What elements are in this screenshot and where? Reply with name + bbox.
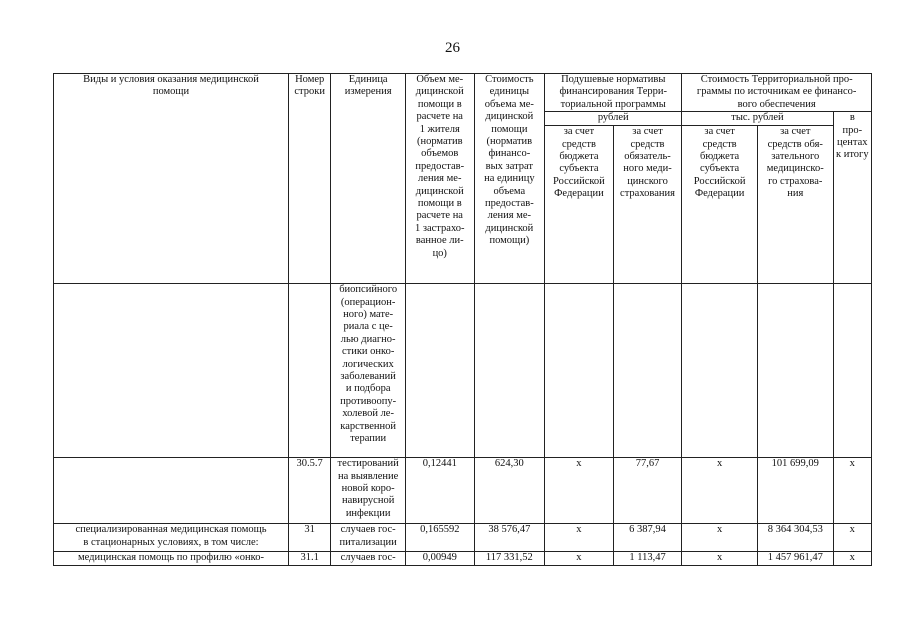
- cell-row-number: 31.1: [288, 552, 330, 566]
- header-rub: рублей: [545, 112, 682, 126]
- cell-kind: [54, 284, 289, 458]
- header-row-1: [54, 74, 872, 112]
- header-cost-group: Стоимость Территориальной про- граммы по источникам ее финансо- вого обеспечения: [682, 74, 872, 112]
- cell-cost-budget: [682, 284, 758, 458]
- cell-cost: 38 576,47: [474, 524, 545, 552]
- cell-percent: x: [833, 458, 871, 524]
- table-row: [54, 552, 872, 566]
- cell-row-number: 30.5.7: [288, 458, 330, 524]
- cell-percent: x: [833, 552, 871, 566]
- cell-percapita-oms: 1 113,47: [613, 552, 682, 566]
- financing-table: [53, 73, 872, 566]
- cell-percapita-budget: [545, 284, 614, 458]
- cell-cost: 117 331,52: [474, 552, 545, 566]
- cell-unit: случаев гос-: [331, 552, 406, 566]
- table-row: [54, 458, 872, 524]
- header-unit: Единица измерения: [331, 74, 406, 284]
- header-cost-oms: за счет средств обя- зательного медицинско- го страхова- ния: [757, 126, 833, 284]
- table-row: [54, 524, 872, 552]
- cell-volume: 0,00949: [405, 552, 474, 566]
- cell-row-number: [288, 284, 330, 458]
- header-volume: Объем ме- дицинской помощи в расчете на 1 жителя (норматив объемов предостав- ления ме- дицинской помощи в расчете на 1 застрахо- ванное ли- цо): [405, 74, 474, 284]
- cell-percapita-oms: 77,67: [613, 458, 682, 524]
- cell-percapita-budget: x: [545, 552, 614, 566]
- cell-kind: специализированная медицинская помощь в стационарных условиях, в том числе:: [54, 524, 289, 552]
- cell-volume: 0,165592: [405, 524, 474, 552]
- cell-unit: тестирований на выявление новой коро- навирусной инфекции: [331, 458, 406, 524]
- header-row-number: Номер строки: [288, 74, 330, 284]
- header-percent: в про- центах к итогу: [833, 112, 871, 284]
- header-percapita-oms: за счет средств обязатель- ного меди- цинского страхования: [613, 126, 682, 284]
- table-row: [54, 284, 872, 458]
- page-number: 26: [445, 40, 460, 56]
- header-percapita-group: Подушевые нормативы финансирования Терри- ториальной программы: [545, 74, 682, 112]
- header-thousand-rub: тыс. рублей: [682, 112, 833, 126]
- cell-row-number: 31: [288, 524, 330, 552]
- cell-cost-oms: 1 457 961,47: [757, 552, 833, 566]
- cell-kind: медицинская помощь по профилю «онко-: [54, 552, 289, 566]
- cell-cost-budget: x: [682, 524, 758, 552]
- cell-percapita-budget: x: [545, 458, 614, 524]
- cell-unit: биопсийного (операцион- ного) мате- риала с це- лью диагно- стики онко- логических заболеваний и подбора противоопу- холевой ле- карственной терапии: [331, 284, 406, 458]
- cell-cost-oms: 8 364 304,53: [757, 524, 833, 552]
- header-cost-budget: за счет средств бюджета субъекта Российской Федерации: [682, 126, 758, 284]
- cell-percapita-oms: 6 387,94: [613, 524, 682, 552]
- cell-cost-oms: 101 699,09: [757, 458, 833, 524]
- cell-cost-budget: x: [682, 552, 758, 566]
- cell-cost-oms: [757, 284, 833, 458]
- cell-percent: x: [833, 524, 871, 552]
- cell-volume: 0,12441: [405, 458, 474, 524]
- cell-percapita-budget: x: [545, 524, 614, 552]
- cell-cost-budget: x: [682, 458, 758, 524]
- cell-percapita-oms: [613, 284, 682, 458]
- cell-cost: [474, 284, 545, 458]
- cell-volume: [405, 284, 474, 458]
- cell-kind: [54, 458, 289, 524]
- cell-cost: 624,30: [474, 458, 545, 524]
- header-percapita-budget: за счет средств бюджета субъекта Российской Федерации: [545, 126, 614, 284]
- header-cost: Стоимость единицы объема ме- дицинской помощи (норматив финансо- вых затрат на единицу объема предостав- ления ме- дицинской помощи): [474, 74, 545, 284]
- cell-percent: [833, 284, 871, 458]
- header-kind: Виды и условия оказания медицинской помощи: [54, 74, 289, 284]
- cell-unit: случаев гос- питализации: [331, 524, 406, 552]
